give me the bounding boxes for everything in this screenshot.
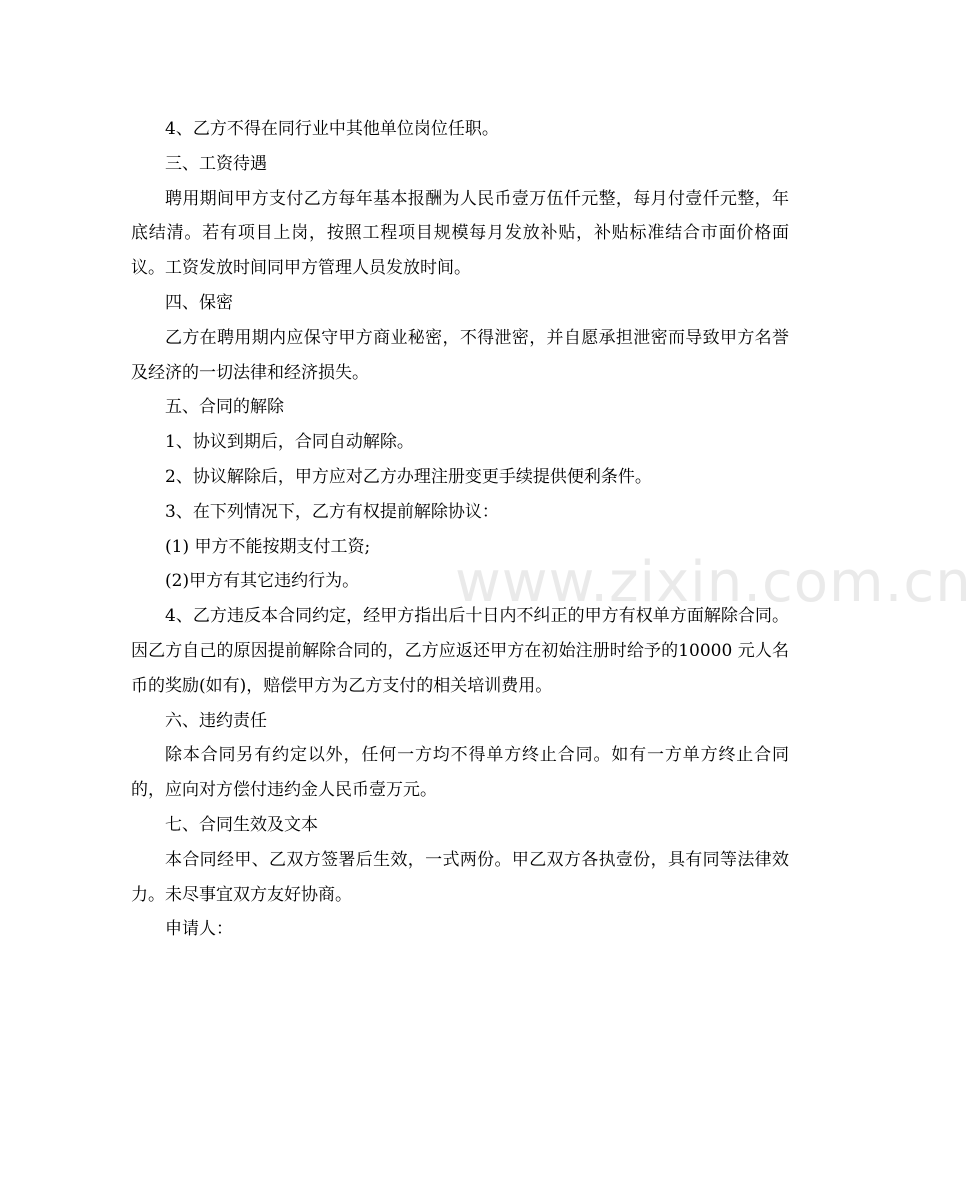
termination-clause-1: 1、协议到期后，合同自动解除。 <box>165 432 414 453</box>
watermark: www.zixin.com.cn <box>455 550 972 615</box>
section-heading-effectiveness: 七、合同生效及文本 <box>165 814 318 835</box>
termination-clause-3: 3、在下列情况下，乙方有权提前解除协议： <box>165 501 499 522</box>
section-heading-breach: 六、违约责任 <box>165 710 267 731</box>
termination-sub-item-1: (1) 甲方不能按期支付工资; <box>165 536 371 557</box>
effectiveness-paragraph: 本合同经甲、乙双方签署后生效，一式两份。甲乙双方各执壹份，具有同等法律效力。未尽事宜双方友好协商。 <box>131 849 789 905</box>
applicant-label: 申请人： <box>165 919 233 940</box>
section-heading-termination: 五、合同的解除 <box>165 397 284 418</box>
termination-clause-2: 2、协议解除后，甲方应对乙方办理注册变更手续提供便利条件。 <box>165 466 652 487</box>
salary-paragraph: 聘用期间甲方支付乙方每年基本报酬为人民币壹万伍仟元整，每月付壹仟元整，年底结清。若有项目上岗，按照工程项目规模每月发放补贴，补贴标准结合市面价格面议。工资发放时间同甲方管理人员发放时间。 <box>131 188 789 279</box>
breach-paragraph: 除本合同另有约定以外，任何一方均不得单方终止合同。如有一方单方终止合同的，应向对方偿付违约金人民币壹万元。 <box>131 745 789 801</box>
document-body <box>131 112 789 947</box>
termination-clause-4: 4、乙方违反本合同约定，经甲方指出后十日内不纠正的甲方有权单方面解除合同。因乙方自己的原因提前解除合同的，乙方应返还甲方在初始注册时给予的10000 元人名币的奖励(如有)，赔偿甲方为乙方支付的相关培训费用。 <box>131 606 789 696</box>
termination-sub-item-2: (2)甲方有其它违约行为。 <box>165 571 360 592</box>
clause-4-no-other-employment: 4、乙方不得在同行业中其他单位岗位任职。 <box>165 119 499 139</box>
section-heading-salary: 三、工资待遇 <box>165 153 267 174</box>
confidentiality-paragraph: 乙方在聘用期内应保守甲方商业秘密，不得泄密，并自愿承担泄密而导致甲方名誉及经济的一切法律和经济损失。 <box>131 327 789 383</box>
section-heading-confidentiality: 四、保密 <box>165 292 233 313</box>
